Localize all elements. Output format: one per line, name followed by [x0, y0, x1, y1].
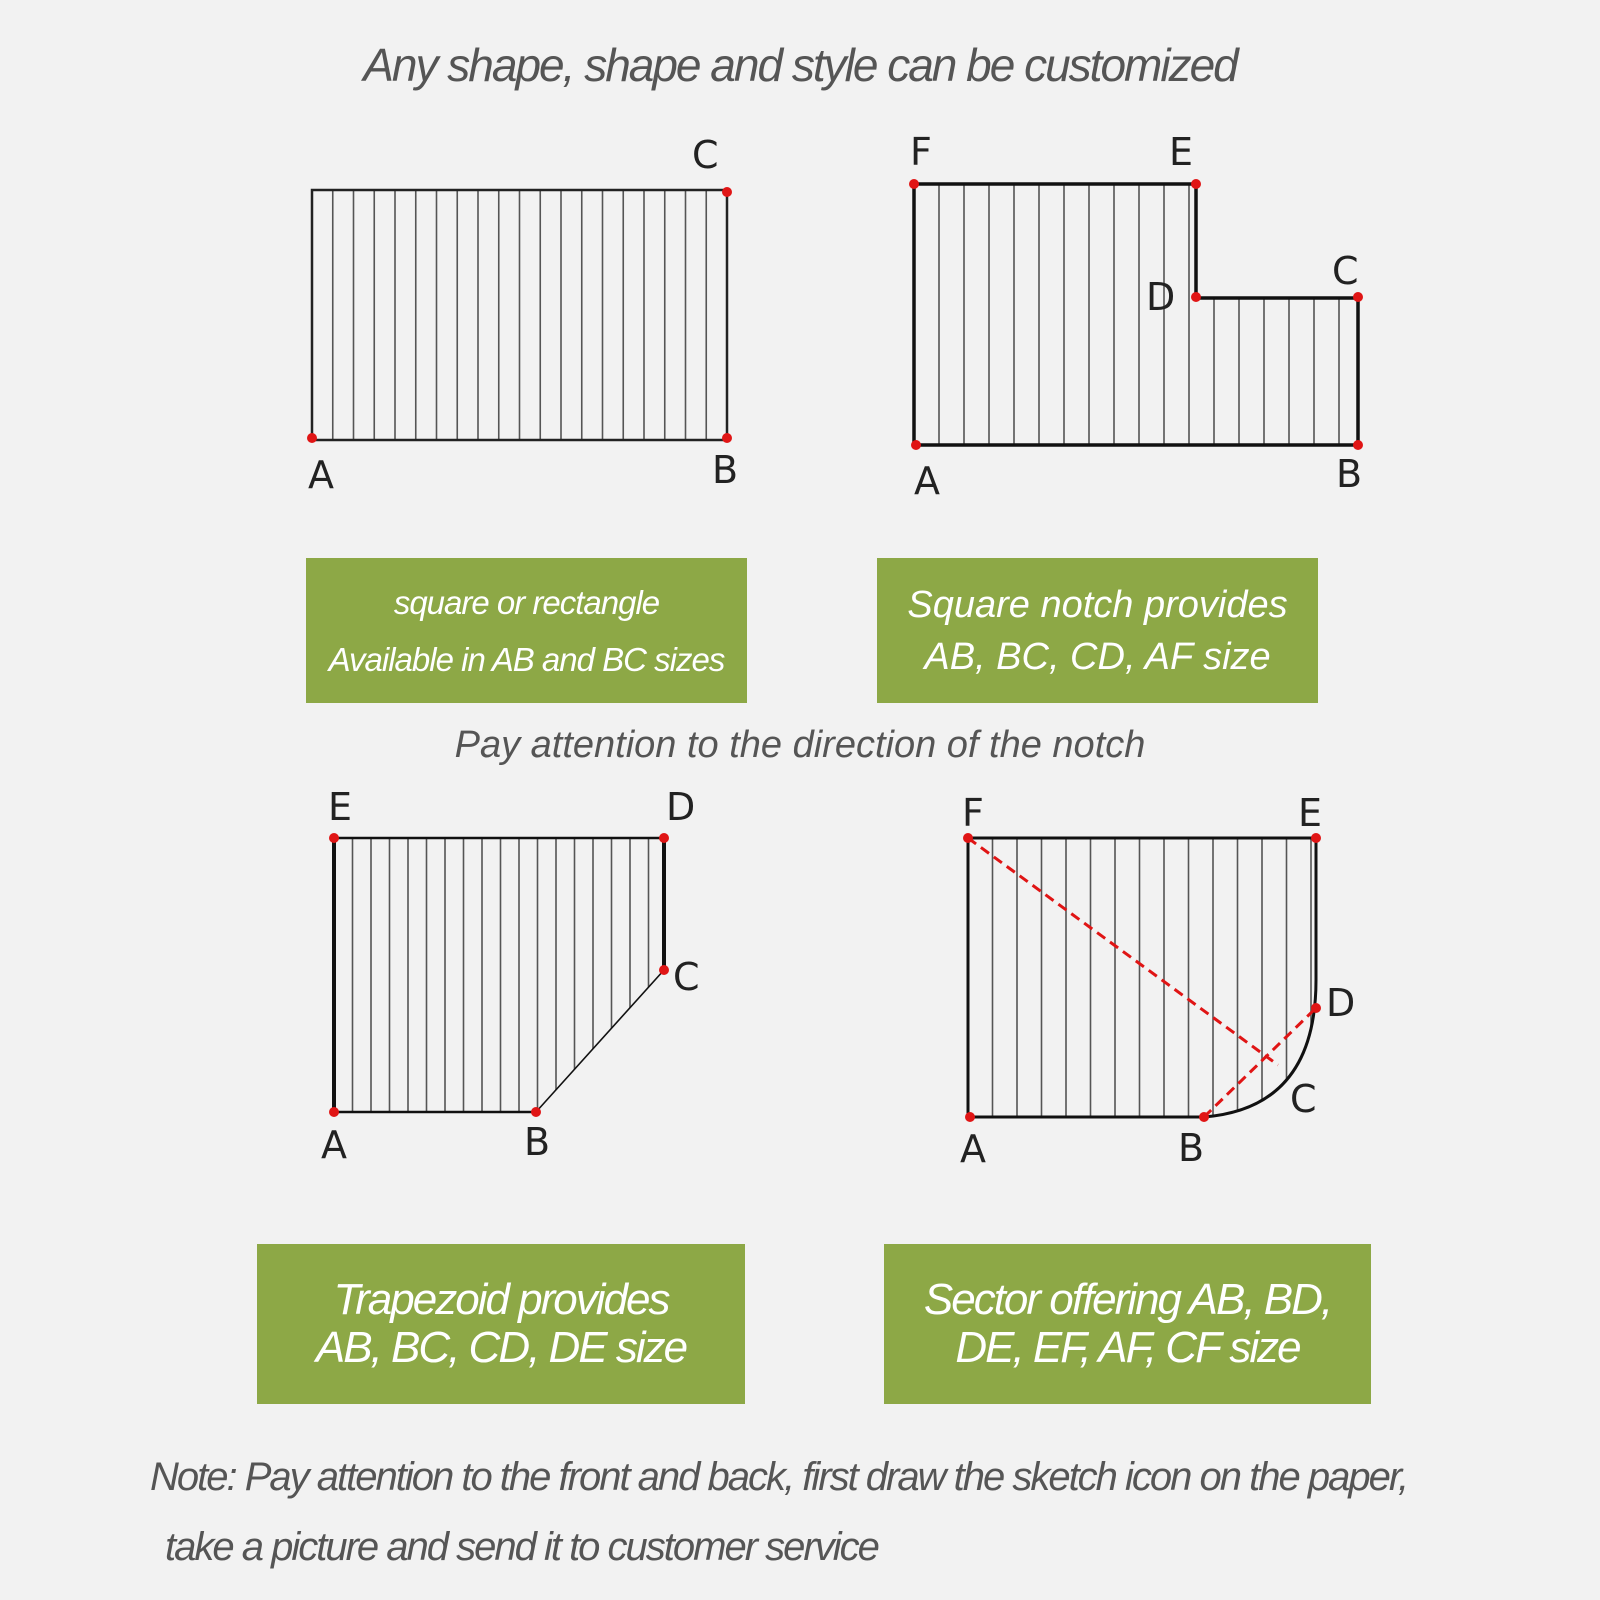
label-d: D [1326, 981, 1356, 1025]
point-b [722, 433, 732, 443]
notch-caption-line1: Square notch provides [907, 583, 1288, 626]
trapezoid-caption-line2: AB, BC, CD, DE size [315, 1323, 687, 1372]
sector-diagram [960, 791, 1355, 1171]
footnote-line1: Note: Pay attention to the front and back, first draw the sketch icon on the paper, [150, 1455, 1408, 1499]
notch-diagram [909, 130, 1363, 503]
point-a [911, 440, 921, 450]
point-d [659, 833, 669, 843]
rectangle-caption-line2: Available in AB and BC sizes [328, 640, 725, 678]
label-a: A [914, 459, 940, 503]
rectangle-diagram [307, 133, 738, 497]
label-a: A [308, 453, 334, 497]
point-b [1199, 1112, 1209, 1122]
label-d: D [1146, 275, 1176, 319]
point-e [1191, 179, 1201, 189]
label-b: B [1336, 452, 1363, 496]
sector-outline [968, 838, 1316, 1117]
point-c [722, 187, 732, 197]
trapezoid-caption-panel [257, 1244, 745, 1404]
rectangle-caption-line1: square or rectangle [393, 583, 660, 621]
sector-caption-panel [884, 1244, 1371, 1404]
rectangle-caption-panel [306, 558, 747, 703]
point-d [1311, 1003, 1321, 1013]
label-a: A [960, 1127, 986, 1171]
point-b [1353, 440, 1363, 450]
label-c: C [1332, 249, 1359, 293]
label-c: C [692, 133, 719, 177]
sector-caption-line2: DE, EF, AF, CF size [955, 1323, 1300, 1372]
point-a [307, 433, 317, 443]
point-c [1353, 292, 1363, 302]
label-e: E [328, 785, 353, 829]
trapezoid-diagram [321, 785, 700, 1167]
label-e: E [1298, 791, 1323, 835]
label-d: D [666, 785, 696, 829]
notch-outline [914, 184, 1358, 445]
notch-direction-note: Pay attention to the direction of the notch [454, 724, 1146, 766]
label-f: F [910, 130, 932, 174]
point-a [329, 1107, 339, 1117]
point-c [659, 965, 669, 975]
trapezoid-caption-line1: Trapezoid provides [333, 1275, 669, 1324]
point-d [1191, 292, 1201, 302]
point-b [531, 1107, 541, 1117]
point-a [965, 1112, 975, 1122]
footnote-line2: take a picture and send it to customer service [165, 1525, 878, 1569]
notch-caption-panel [877, 558, 1318, 703]
label-b: B [712, 448, 739, 492]
label-c: C [673, 955, 700, 999]
point-f [909, 179, 919, 189]
page-title: Any shape, shape and style can be customized [363, 39, 1237, 91]
sector-caption-line1: Sector offering AB, BD, [923, 1275, 1332, 1324]
notch-caption-line2: AB, BC, CD, AF size [924, 635, 1271, 678]
label-e: E [1169, 130, 1194, 174]
label-b: B [524, 1120, 551, 1164]
label-c: C [1290, 1077, 1317, 1121]
diagonal-fc [968, 838, 1278, 1065]
point-e [329, 833, 339, 843]
label-b: B [1178, 1126, 1205, 1170]
label-f: F [962, 791, 984, 835]
label-a: A [321, 1123, 347, 1167]
